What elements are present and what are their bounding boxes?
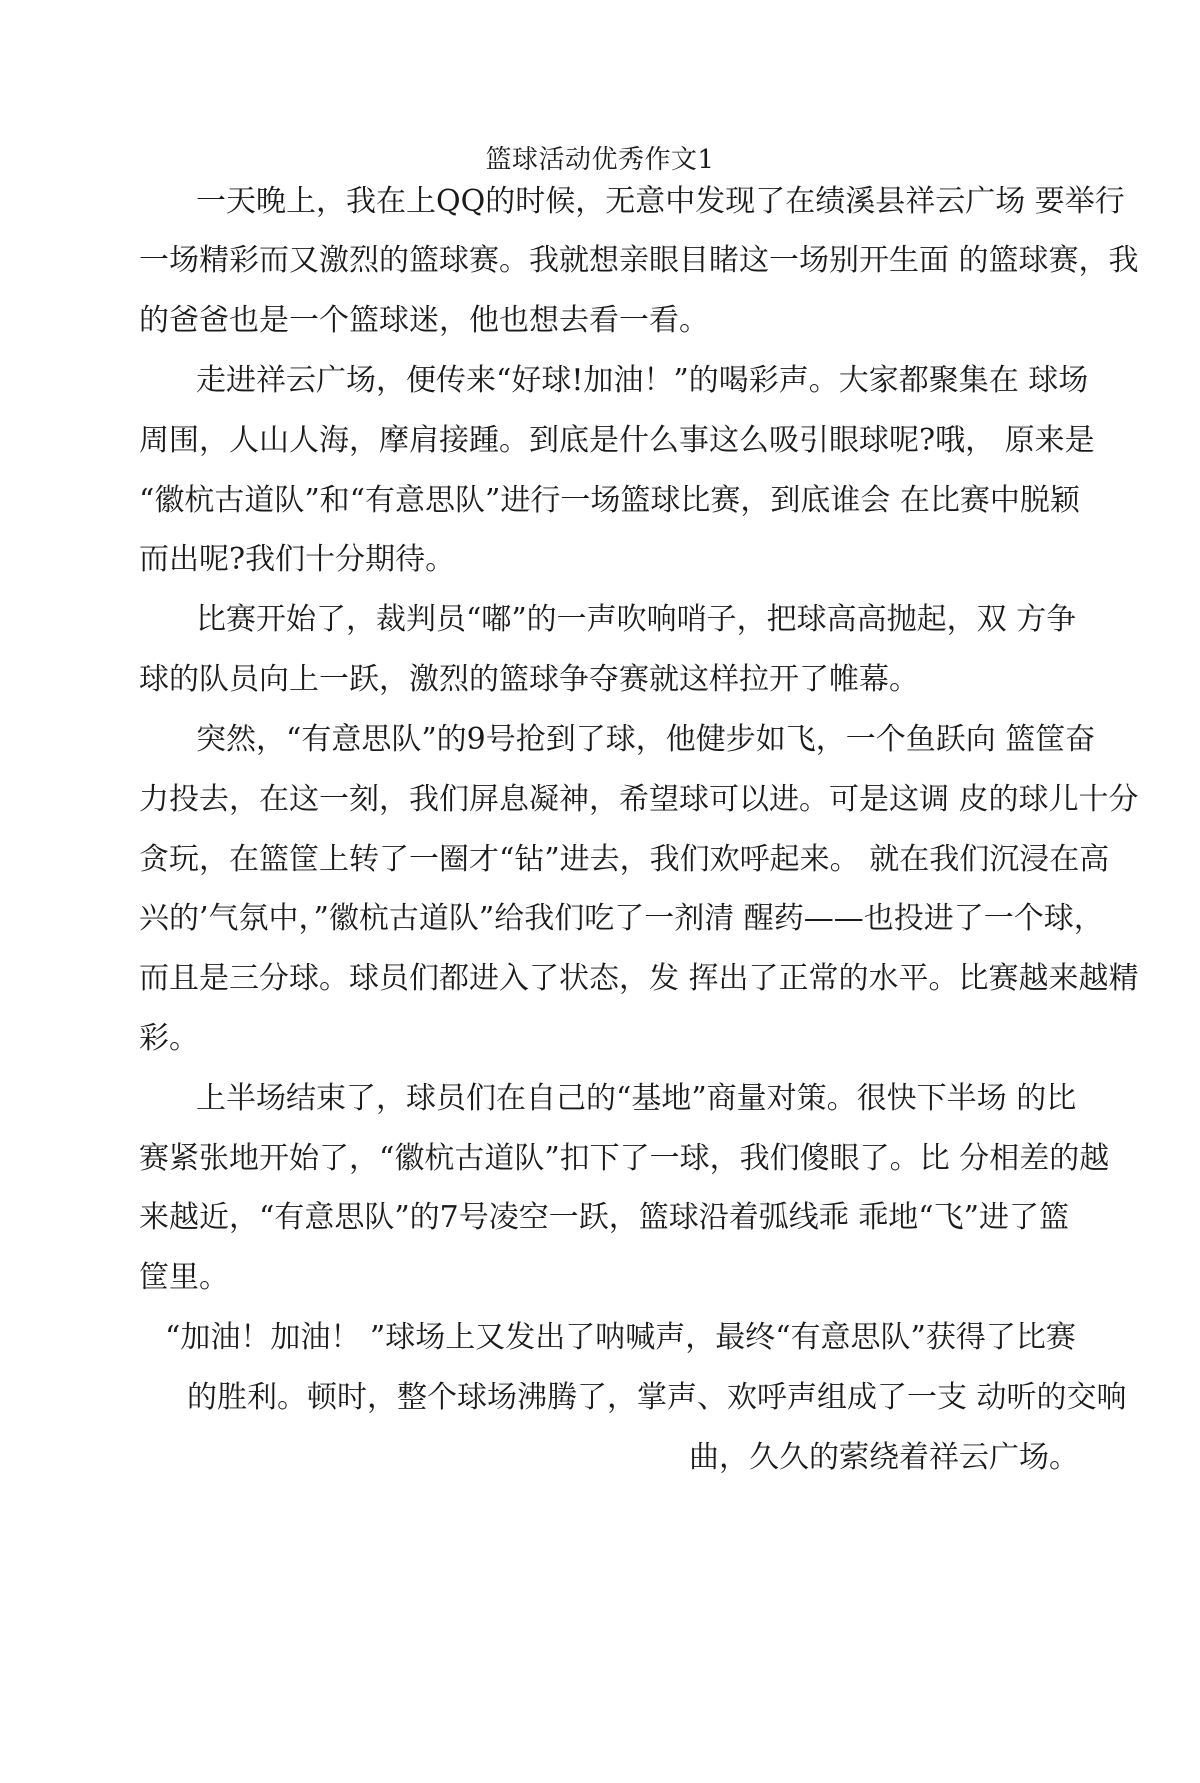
paragraph-2-line-1: 走进祥云广场，便传来“好球!加油！”的喝彩声。大家都聚集在 球场 (196, 363, 1089, 398)
paragraph-4-line-2: 力投去，在这一刻，我们屏息凝神，希望球可以进。可是这调 皮的球儿十分 (139, 782, 1139, 817)
paragraph-2-line-2: 周围，人山人海，摩肩接踵。到底是什么事这么吸引眼球呢?哦， 原来是 (139, 423, 1095, 458)
paragraph-4-line-3: 贪玩，在篮筐上转了一圈才“钻”进去，我们欢呼起来。 就在我们沉浸在高 (139, 842, 1110, 877)
paragraph-4-line-1: 突然，“有意思队”的9号抢到了球，他健步如飞，一个鱼跃向 篮筐奋 (196, 722, 1096, 757)
paragraph-5-line-1: 上半场结束了，球员们在自己的“基地”商量对策。很快下半场 的比 (196, 1081, 1077, 1116)
paragraph-4-line-4: 兴的’气氛中，”徽杭古道队”给我们吃了一剂清 醒药——也投进了一个球， (139, 901, 1104, 936)
paragraph-5-line-2: 赛紧张地开始了，“徽杭古道队”扣下了一球，我们傻眼了。比 分相差的越 (139, 1141, 1110, 1176)
paragraph-5-line-4: 筐里。 (139, 1260, 229, 1295)
paragraph-2-line-4: 而出呢?我们十分期待。 (139, 542, 456, 577)
paragraph-3-line-1: 比赛开始了，裁判员“嘟”的一声吹响哨子，把球高高抛起，双 方争 (196, 602, 1077, 637)
paragraph-1-line-3: 的爸爸也是一个篮球迷，他也想去看一看。 (139, 303, 709, 338)
paragraph-6-line-1: “加油！加油！ ”球场上又发出了呐喊声，最终“有意思队”获得了比赛 (165, 1320, 1076, 1355)
paragraph-1-line-1: 一天晚上，我在上QQ的时候，无意中发现了在绩溪县祥云广场 要举行 (196, 184, 1125, 219)
paragraph-1-line-2: 一场精彩而又激烈的篮球赛。我就想亲眼目睹这一场别开生面 的篮球赛，我 (139, 243, 1139, 278)
paragraph-3-line-2: 球的队员向上一跃，激烈的篮球争夺赛就这样拉开了帷幕。 (139, 662, 919, 697)
paragraph-6-line-2: 的胜利。顿时，整个球场沸腾了，掌声、欢呼声组成了一支 动听的交响 (187, 1380, 1127, 1415)
paragraph-5-line-3: 来越近，“有意思队”的7号凌空一跃，篮球沿着弧线乖 乖地“飞”进了篮 (139, 1200, 1069, 1235)
document-title: 篮球活动优秀作文1 (485, 145, 715, 175)
paragraph-6-line-3: 曲，久久的萦绕着祥云广场。 (689, 1440, 1079, 1475)
paragraph-4-line-5: 而且是三分球。球员们都进入了状态，发 挥出了正常的水平。比赛越来越精 (139, 961, 1139, 996)
paragraph-4-line-6: 彩。 (139, 1021, 199, 1056)
paragraph-2-line-3: “徽杭古道队”和“有意思队”进行一场篮球比赛，到底谁会 在比赛中脱颖 (139, 483, 1080, 518)
